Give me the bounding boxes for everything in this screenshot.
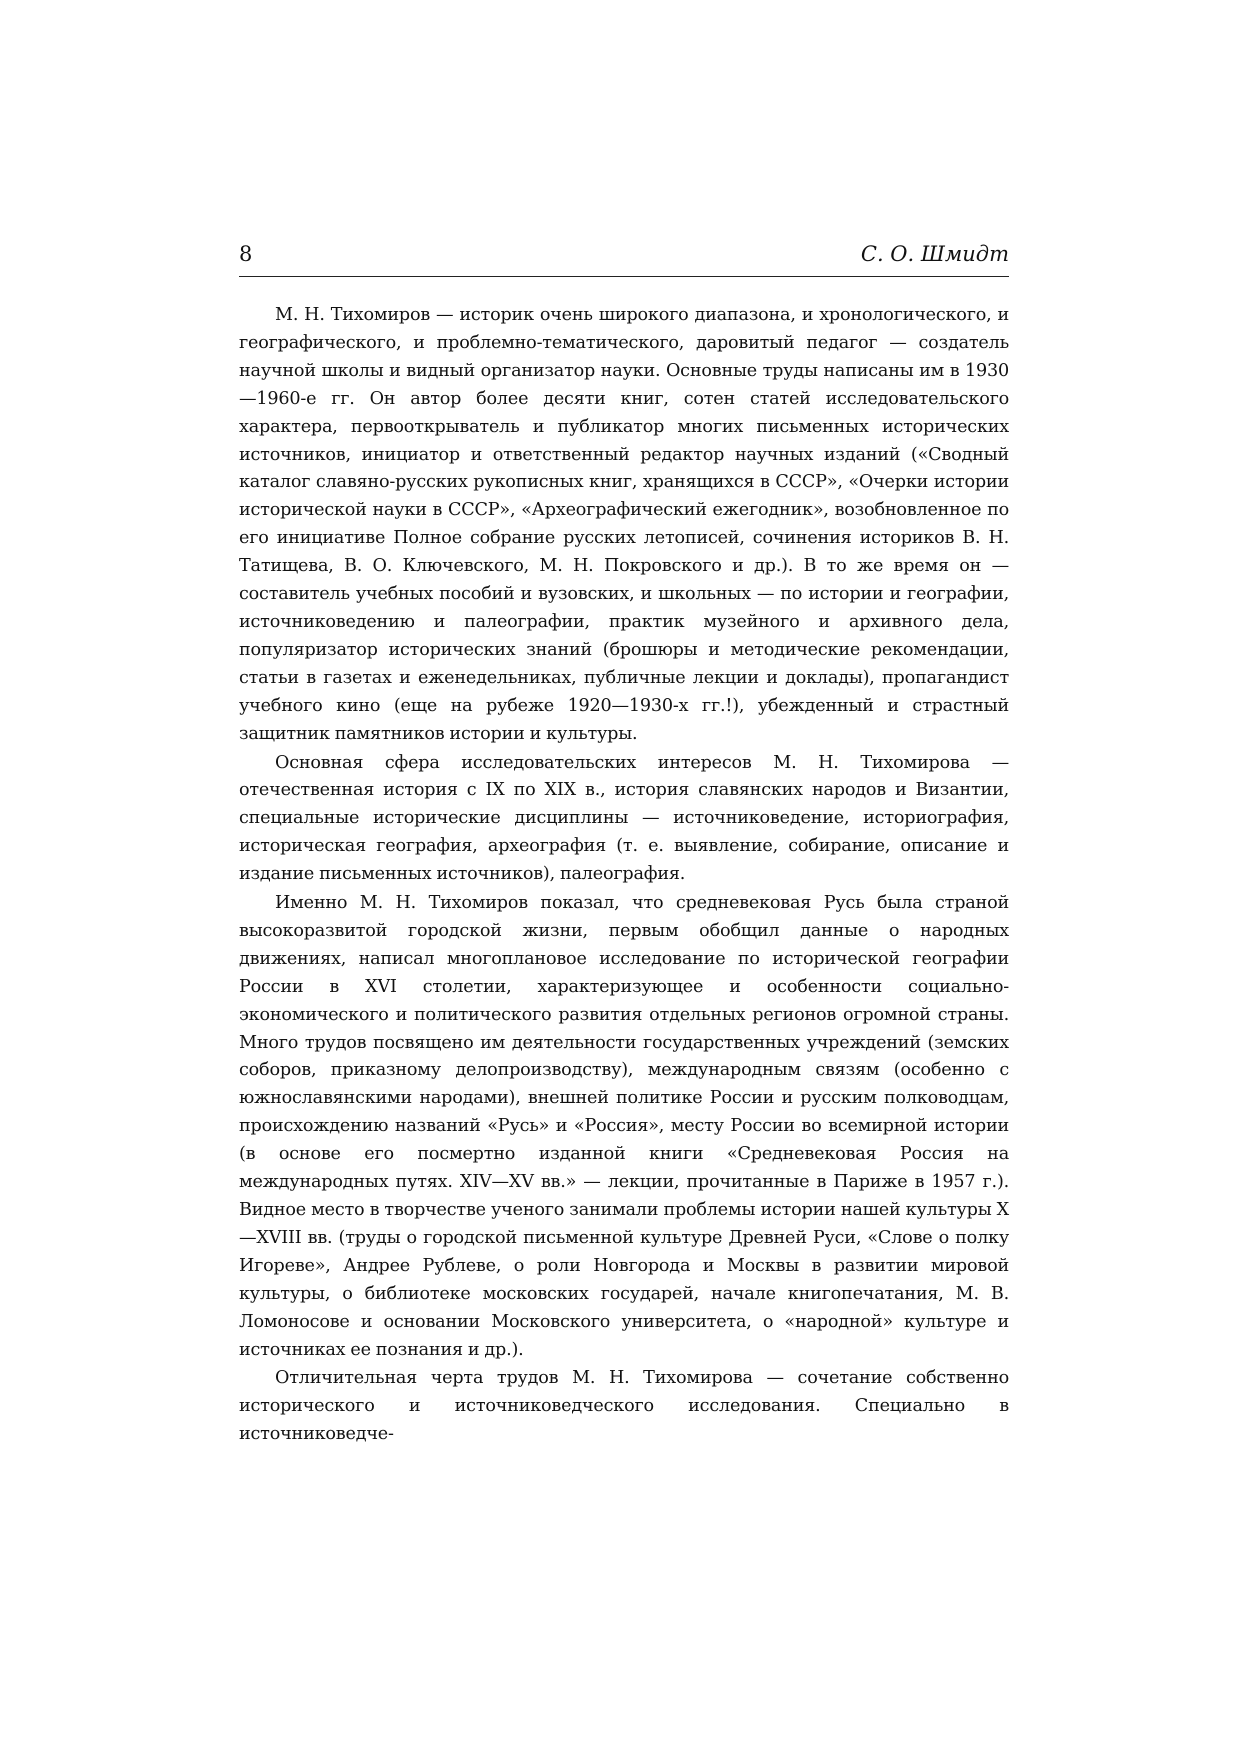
paragraph-4: Отличительная черта трудов М. Н. Тихомирова — сочетание собственно исторического и источниковедческого исследования. Специально в источниковедче- (239, 1368, 1009, 1445)
paragraph-1: М. Н. Тихомиров — историк очень широкого диапазона, и хронологического, и географического, и проблемно-тематического, даровитый педагог — создатель научной школы и видный организатор науки. Основные труды написаны им в 1930—1960-е гг. Он автор более десяти книг, сотен статей исследовательского характера, первооткрыватель и публикатор многих письменных исторических источников, инициатор и ответственный редактор научных изданий («Сводный каталог славяно-русских рукописных книг, хранящихся в СССР», «Очерки истории исторической науки в СССР», «Археографический ежегодник», возобновленное по его инициативе Полное собрание русских летописей, сочинения историков В. Н. Татищева, В. О. Ключевского, М. Н. Покровского и др.). В то же время он — составитель учебных пособий и вузовских, и школьных — по истории и географии, источниковедению и палеографии, практик музейного и архивного дела, популяризатор исторических знаний (брошюры и методические рекомендации, статьи в газетах и еженедельниках, публичные лекции и доклады), пропагандист учебного кино (еще на рубеже 1920—1930-х гг.!), убежденный и страстный защитник памятников истории и культуры. (239, 305, 1009, 744)
body-text (239, 302, 1009, 1449)
paragraph-2: Основная сфера исследовательских интересов М. Н. Тихомирова — отечественная история с IX по XIX в., история славянских народов и Византии, специальные исторические дисциплины — источниковедение, историография, историческая география, археография (т. е. выявление, собирание, описание и издание письменных источников), палеография. (239, 752, 1009, 885)
running-head-author: С. О. Шмидт (860, 242, 1009, 266)
page-number: 8 (239, 242, 253, 266)
paragraph-3: Именно М. Н. Тихомиров показал, что средневековая Русь была страной высокоразвитой городской жизни, первым обобщил данные о народных движениях, написал многоплановое исследование по исторической географии России в XVI столетии, характеризующее и особенности социально-экономического и политического развития отдельных регионов огромной страны. Много трудов посвящено им деятельности государственных учреждений (земских соборов, приказному делопроизводству), международным связям (особенно с южнославянскими народами), внешней политике России и русским полководцам, происхождению названий «Русь» и «Россия», месту России во всемирной истории (в основе его посмертно изданной книги «Средневековая Россия на международных путях. XIV—XV вв.» — лекции, прочитанные в Париже в 1957 г.). Видное место в творчестве ученого занимали проблемы истории нашей культуры X—XVIII вв. (труды о городской письменной культуре Древней Руси, «Слове о полку Игореве», Андрее Рублеве, о роли Новгорода и Москвы в развитии мировой культуры, о библиотеке московских государей, начале книгопечатания, М. В. Ломоносове и основании Московского университета, о «народной» культуре и источниках ее познания и др.). (239, 893, 1009, 1360)
page-header (239, 242, 1009, 277)
